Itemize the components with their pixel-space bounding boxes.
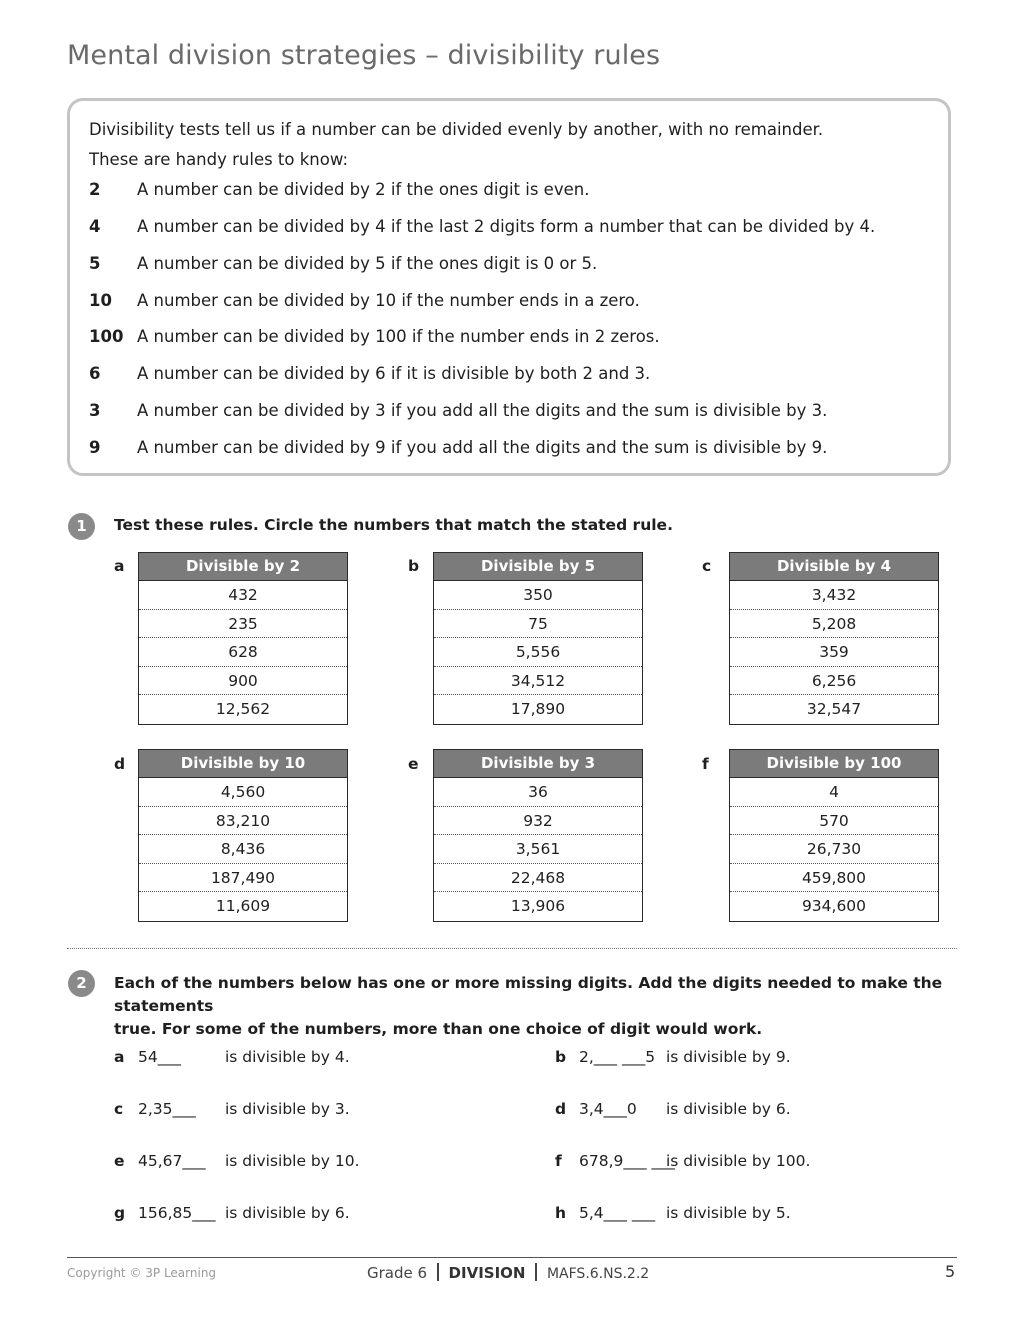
- question-2-badge: 2: [68, 970, 95, 997]
- section-divider: [67, 948, 957, 949]
- question-1-badge: 1: [68, 513, 95, 540]
- footer-divider: [67, 1257, 957, 1258]
- rule-text: A number can be divided by 5 if the ones digit is 0 or 5.: [137, 254, 598, 273]
- rule-divisor: 2: [89, 180, 101, 199]
- item-statement: is divisible by 3.: [225, 1100, 350, 1118]
- number-with-blanks[interactable]: 678,9___ ___: [579, 1152, 675, 1170]
- table-cell[interactable]: 934,600: [801, 897, 867, 915]
- table-header: Divisible by 5: [434, 553, 642, 581]
- footer-standard-code: MAFS.6.NS.2.2: [546, 1266, 650, 1282]
- table-cell[interactable]: 13,906: [510, 897, 566, 915]
- number-with-blanks[interactable]: 2,___ ___5: [579, 1048, 656, 1066]
- table-cell[interactable]: 5,556: [434, 638, 642, 667]
- table-cell[interactable]: 34,512: [434, 667, 642, 696]
- table-letter: d: [114, 755, 126, 773]
- number-with-blanks[interactable]: 45,67___: [138, 1152, 206, 1170]
- rule-text: A number can be divided by 10 if the number ends in a zero.: [137, 291, 640, 310]
- table-header: Divisible by 10: [139, 750, 347, 778]
- item-letter: d: [555, 1100, 567, 1118]
- item-statement: is divisible by 4.: [225, 1048, 350, 1066]
- table-letter: c: [702, 557, 712, 575]
- table-divisible-by-3: [433, 749, 643, 922]
- item-statement: is divisible by 100.: [666, 1152, 811, 1170]
- table-cell[interactable]: 83,210: [139, 807, 347, 836]
- table-cell[interactable]: 932: [434, 807, 642, 836]
- table-cell[interactable]: 359: [730, 638, 938, 667]
- instruction-line: Each of the numbers below has one or more missing digits. Add the digits needed to make the statements: [114, 974, 943, 1015]
- footer-separator: [535, 1263, 537, 1281]
- rule-divisor: 6: [89, 364, 101, 383]
- table-cell[interactable]: 8,436: [139, 835, 347, 864]
- item-statement: is divisible by 5.: [666, 1204, 791, 1222]
- item-letter: g: [114, 1204, 126, 1222]
- footer-info: [367, 1263, 649, 1282]
- rule-text: A number can be divided by 100 if the number ends in 2 zeros.: [137, 327, 660, 346]
- table-cell[interactable]: 26,730: [730, 835, 938, 864]
- item-statement: is divisible by 10.: [225, 1152, 360, 1170]
- table-cell[interactable]: 4: [730, 778, 938, 807]
- table-cell[interactable]: 17,890: [510, 700, 566, 718]
- table-cell[interactable]: 11,609: [215, 897, 271, 915]
- table-header: Divisible by 2: [139, 553, 347, 581]
- intro-text: Divisibility tests tell us if a number can be divided evenly by another, with no remainder.: [89, 120, 824, 139]
- footer-grade: Grade 6: [367, 1264, 428, 1282]
- table-header: Divisible by 4: [730, 553, 938, 581]
- table-header: Divisible by 3: [434, 750, 642, 778]
- table-cell[interactable]: 5,208: [730, 610, 938, 639]
- intro-text: These are handy rules to know:: [89, 150, 349, 169]
- question-2-instruction: [114, 972, 944, 1041]
- rule-divisor: 100: [89, 327, 124, 346]
- item-statement: is divisible by 6.: [666, 1100, 791, 1118]
- table-letter: a: [114, 557, 125, 575]
- table-cell[interactable]: 3,432: [730, 581, 938, 610]
- page-number: 5: [945, 1262, 956, 1281]
- table-cell[interactable]: 36: [434, 778, 642, 807]
- number-with-blanks[interactable]: 156,85___: [138, 1204, 216, 1222]
- table-cell[interactable]: 628: [139, 638, 347, 667]
- instruction-line: true. For some of the numbers, more than one choice of digit would work.: [114, 1020, 763, 1038]
- rule-divisor: 5: [89, 254, 101, 273]
- page-title: Mental division strategies – divisibility rules: [67, 40, 661, 71]
- question-1-instruction: Test these rules. Circle the numbers that match the stated rule.: [114, 516, 673, 534]
- rule-divisor: 3: [89, 401, 101, 420]
- rule-divisor: 9: [89, 438, 101, 457]
- table-cell[interactable]: 235: [139, 610, 347, 639]
- number-with-blanks[interactable]: 54___: [138, 1048, 181, 1066]
- number-with-blanks[interactable]: 3,4___0: [579, 1100, 637, 1118]
- table-cell[interactable]: 75: [434, 610, 642, 639]
- rule-text: A number can be divided by 9 if you add all the digits and the sum is divisible by 9.: [137, 438, 828, 457]
- table-letter: f: [702, 755, 709, 773]
- table-cell[interactable]: 187,490: [139, 864, 347, 893]
- table-divisible-by-100: [729, 749, 939, 922]
- table-divisible-by-10: [138, 749, 348, 922]
- table-cell[interactable]: 459,800: [730, 864, 938, 893]
- table-cell[interactable]: 432: [139, 581, 347, 610]
- table-cell[interactable]: 900: [139, 667, 347, 696]
- footer-separator: [437, 1263, 439, 1281]
- table-cell[interactable]: 570: [730, 807, 938, 836]
- rule-divisor: 10: [89, 291, 112, 310]
- item-letter: f: [555, 1152, 562, 1170]
- table-cell[interactable]: 3,561: [434, 835, 642, 864]
- table-cell[interactable]: 22,468: [434, 864, 642, 893]
- rule-text: A number can be divided by 3 if you add all the digits and the sum is divisible by 3.: [137, 401, 828, 420]
- table-cell[interactable]: 4,560: [139, 778, 347, 807]
- item-statement: is divisible by 9.: [666, 1048, 791, 1066]
- item-letter: c: [114, 1100, 124, 1118]
- item-letter: a: [114, 1048, 125, 1066]
- table-cell[interactable]: 12,562: [215, 700, 271, 718]
- item-statement: is divisible by 6.: [225, 1204, 350, 1222]
- rule-text: A number can be divided by 6 if it is divisible by both 2 and 3.: [137, 364, 651, 383]
- item-letter: e: [114, 1152, 125, 1170]
- rule-text: A number can be divided by 4 if the last 2 digits form a number that can be divided by 4.: [137, 217, 876, 236]
- table-divisible-by-4: [729, 552, 939, 725]
- footer-strand: DIVISION: [448, 1264, 526, 1282]
- table-cell[interactable]: 350: [434, 581, 642, 610]
- rule-text: A number can be divided by 2 if the ones digit is even.: [137, 180, 590, 199]
- number-with-blanks[interactable]: 2,35___: [138, 1100, 196, 1118]
- rule-divisor: 4: [89, 217, 101, 236]
- table-divisible-by-2: [138, 552, 348, 725]
- table-letter: e: [408, 755, 419, 773]
- item-letter: b: [555, 1048, 567, 1066]
- table-letter: b: [408, 557, 420, 575]
- table-header: Divisible by 100: [730, 750, 938, 778]
- table-cell[interactable]: 6,256: [730, 667, 938, 696]
- item-letter: h: [555, 1204, 567, 1222]
- footer-copyright: Copyright © 3P Learning: [67, 1266, 217, 1280]
- table-divisible-by-5: [433, 552, 643, 725]
- table-cell[interactable]: 32,547: [806, 700, 862, 718]
- number-with-blanks[interactable]: 5,4___ ___: [579, 1204, 656, 1222]
